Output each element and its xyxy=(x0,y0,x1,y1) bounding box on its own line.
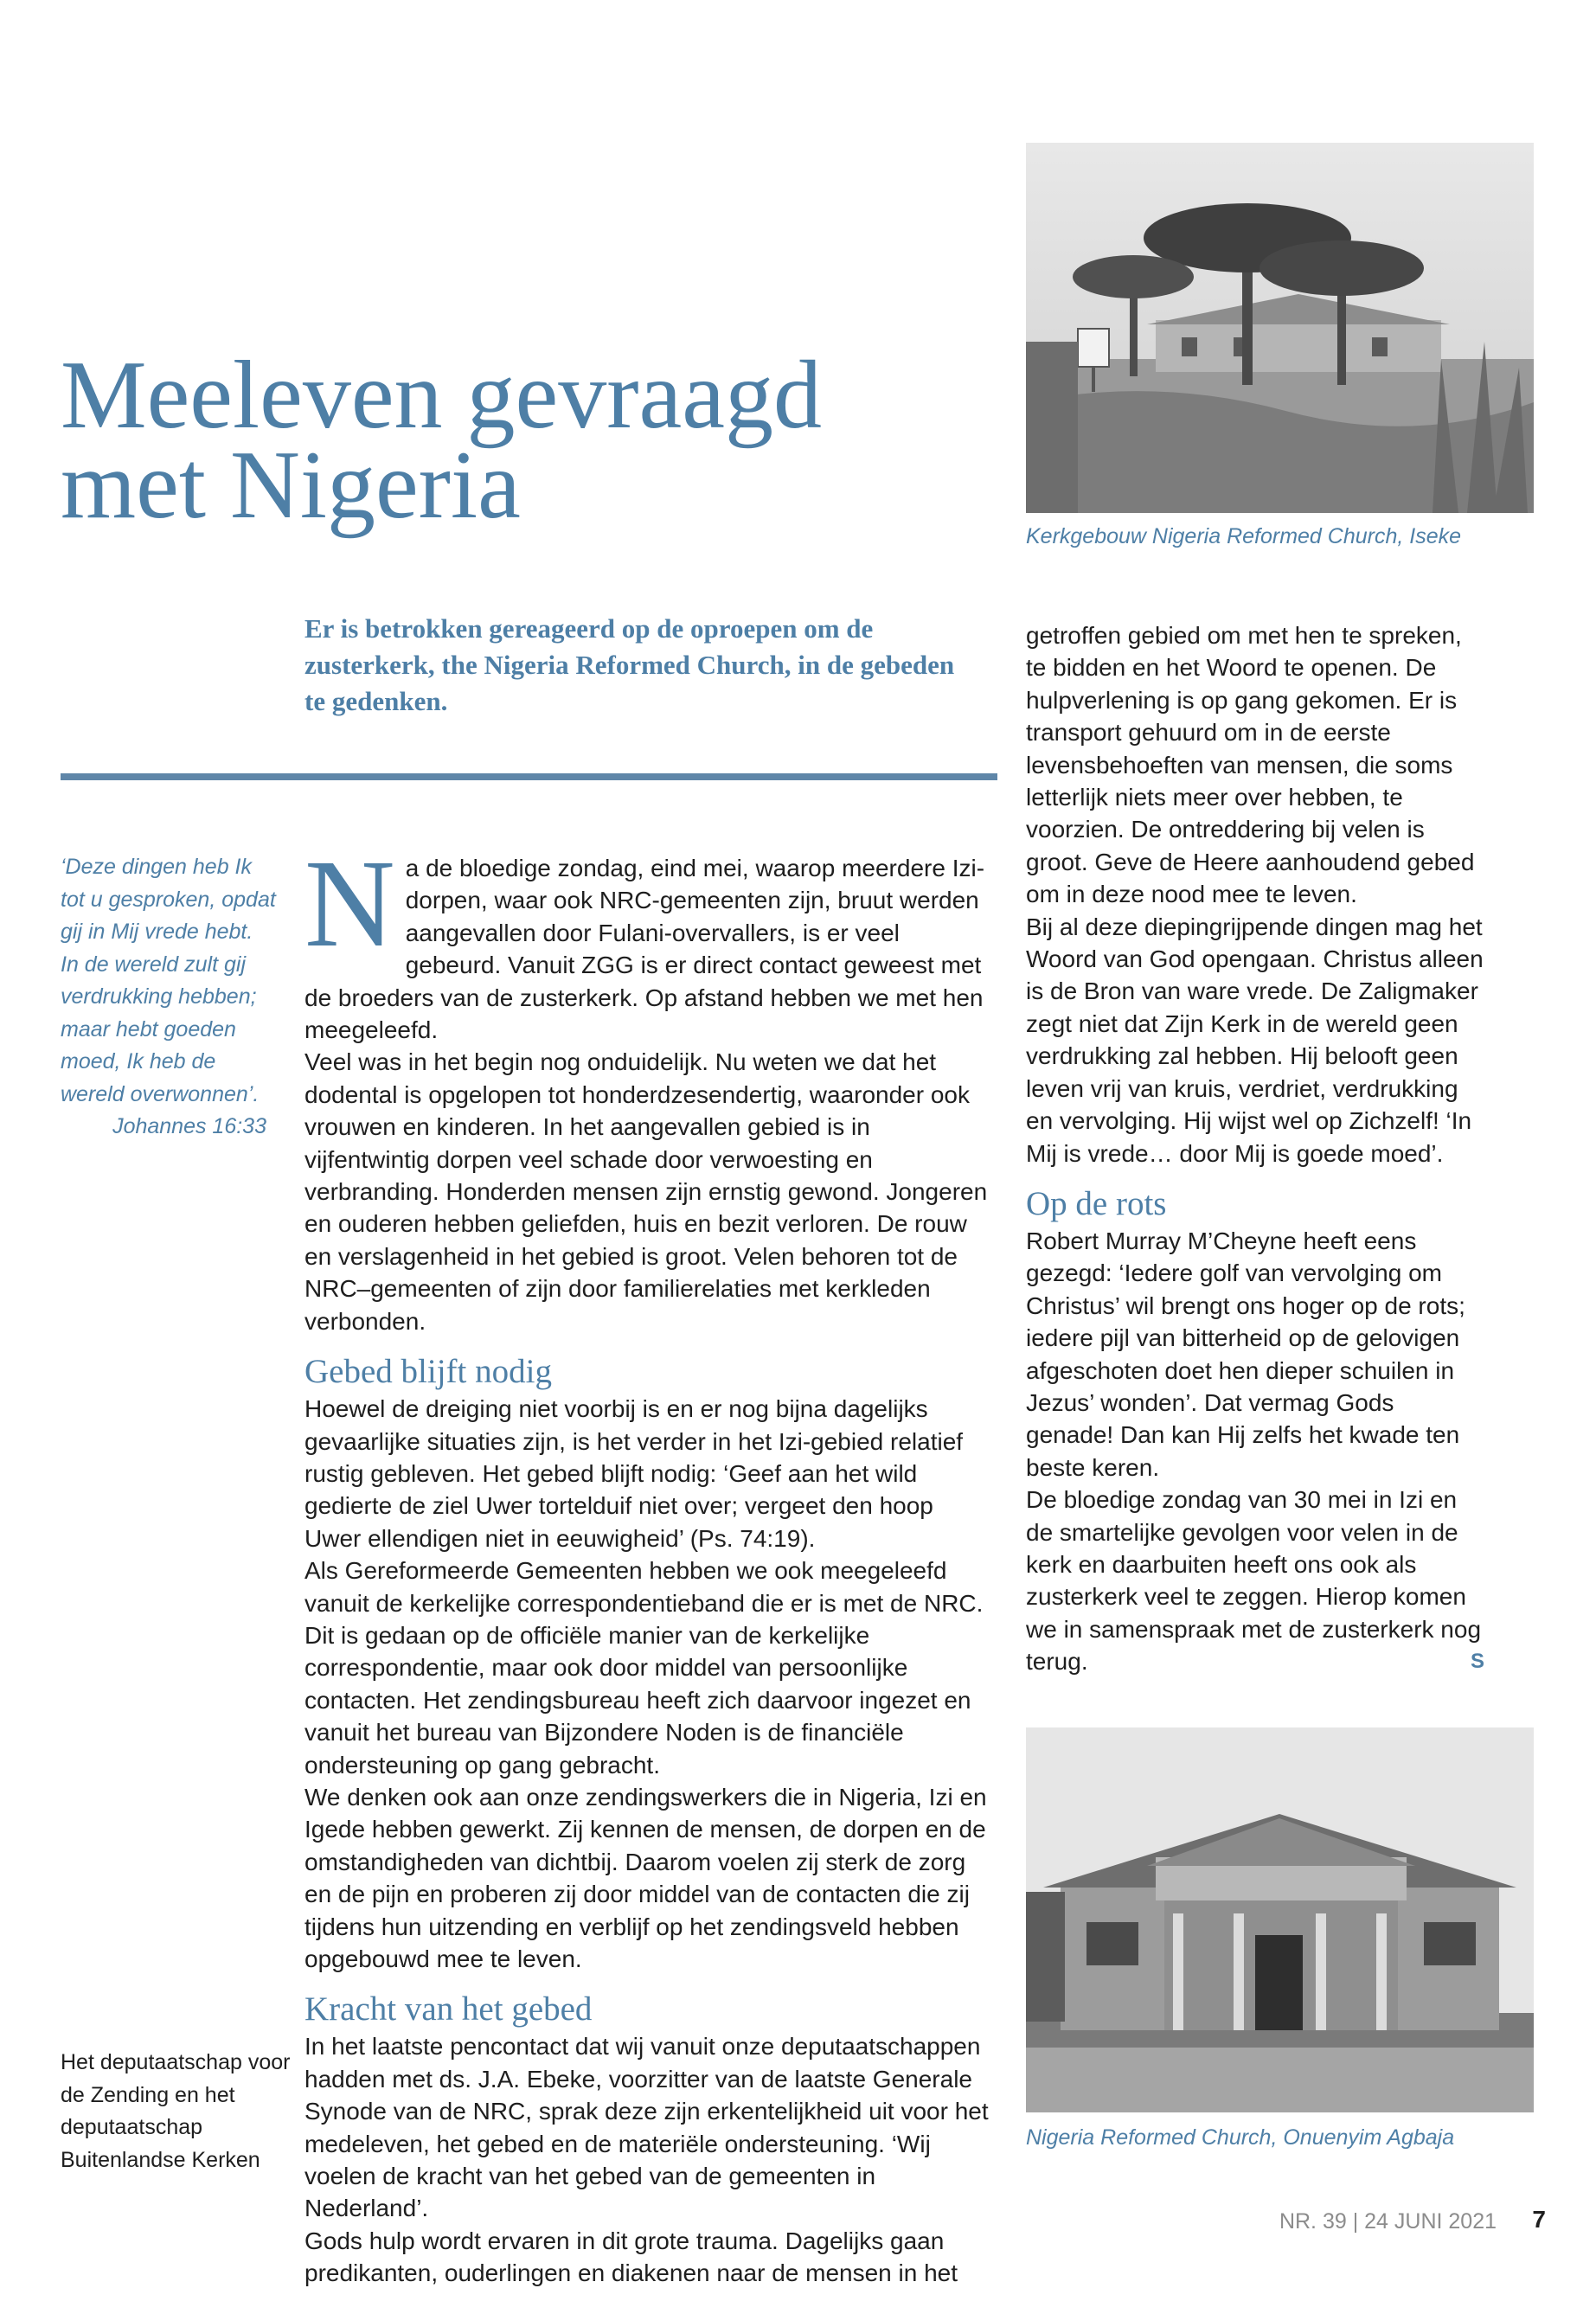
church-building-image xyxy=(1026,1727,1534,2112)
drop-cap: N xyxy=(304,835,395,973)
top-photo-caption: Kerkgebouw Nigeria Reformed Church, Iseke xyxy=(1026,524,1462,548)
quote-reference: Johannes 16:33 xyxy=(112,1114,266,1138)
paragraph: We denken ook aan onze zendingswerkers die in Nigeria, Izi en Igede hebben gewerkt. Zij kennen de mensen, de dorpen en de omstandigheden van dichtbij. Daarom voelen zij sterk de zorg en de pijn en proberen zij door middel van de contacten die zij tijdens hun uitzending en verblijf op het zendingsveld hebben opgebouwd mee te leven. xyxy=(304,1783,987,1972)
section-divider xyxy=(61,773,997,780)
bottom-photo-caption: Nigeria Reformed Church, Onuenyim Agbaja xyxy=(1026,2125,1455,2150)
paragraph: Bij al deze diepingrijpende dingen mag het Woord van God opengaan. Christus alleen is de Bron van ware vrede. De Zaligmaker zegt niet dat Zijn Kerk in de wereld geen verdrukking zal hebben. Hij belooft geen leven vrij van kruis, verdriet, verdrukking en vervolging. Hij wijst wel op Zichzelf! ‘In Mij is vrede… door Mij is goede moed’. xyxy=(1026,913,1484,1167)
paragraph: In het laatste pencontact dat wij vanuit onze deputaatschappen hadden met ds. J.A. Ebeke, voorzitter van de laatste Generale Synode van de NRC, sprak deze zijn erkentelijkheid uit voor het medeleven, het gebed en de materiële ondersteuning. ‘Wij voelen de kracht van het gebed van de gemeenten in Nederland’. xyxy=(304,2033,989,2222)
intro-text: a de bloedige zondag, eind mei, waarop meerdere Izi-dorpen, waar ook NRC-gemeenten zijn, bruut werden aangevallen door Fulani-overvallers, is er veel gebeurd. Vanuit ZGG is er direct contact geweest met de broeders van de zusterkerk. Op afstand hebben we met hen meegeleefd. xyxy=(304,855,985,1044)
title-line-1: Meeleven gevraagd xyxy=(61,342,822,449)
bible-quote xyxy=(61,851,277,1144)
title-line-2: met Nigeria xyxy=(61,432,521,539)
quote-text: ‘Deze dingen heb Ik tot u gesproken, opdat gij in Mij vrede hebt. In de wereld zult gij verdrukking hebben; maar hebt goeden moed, Ik heb de wereld overwonnen’. xyxy=(61,855,276,1106)
paragraph: Hoewel de dreiging niet voorbij is en er nog bijna dagelijks gevaarlijke situaties zijn, is het verder in het Izi-gebied relatief rustig gebleven. Het gebed blijft nodig: ‘Geef aan het wild gedierte de ziel Uwer tortelduif niet over; vergeet den hoop Uwer ellendigen niet in eeuwigheid’ (Ps. 74:19). xyxy=(304,1395,964,1552)
end-mark-icon: S xyxy=(1470,1650,1484,1674)
final-text: De bloedige zondag van 30 mei in Izi en de smartelijke gevolgen voor velen in de kerk en daarbuiten heeft ons ook als zusterkerk veel te zeggen. Hierop komen we in samenspraak met de zusterkerk nog terug. xyxy=(1026,1486,1482,1676)
paragraph: Robert Murray M’Cheyne heeft eens gezegd: ‘Iedere golf van vervolging om Christus’ wil brengt ons hoger op de rots; iedere pijl van bitterheid op de gelovigen afgeschoten doet hen dieper schuilen in Jezus’ wonden’. Dat vermag Gods genade! Dan kan Hij zelfs het kwade ten beste keren. xyxy=(1026,1227,1465,1481)
author-note: Het deputaatschap voor de Zending en het deputaatschap Buitenlandse Kerken xyxy=(61,2050,291,2172)
article-column-1 xyxy=(304,835,992,2290)
photo-church-onuenyim-agbaja xyxy=(1026,1727,1534,2112)
article-title xyxy=(61,342,969,539)
paragraph: Gods hulp wordt ervaren in dit grote trauma. Dagelijks gaan predikanten, ouderlingen en diakenen naar de mensen in het xyxy=(304,2227,958,2287)
issue-info: NR. 39 | 24 JUNI 2021 xyxy=(1279,2209,1497,2234)
palm-trees-church-image xyxy=(1026,143,1534,513)
page-number: 7 xyxy=(1532,2206,1546,2233)
article-column-2 xyxy=(1026,619,1484,1678)
article-lead: Er is betrokken gereageerd op de oproepen om de zusterkerk, the Nigeria Reformed Church, in de gebeden te gedenken. xyxy=(304,613,955,716)
subheading-gebed-blijft-nodig: Gebed blijft nodig xyxy=(304,1353,552,1391)
paragraph: Veel was in het begin nog onduidelijk. Nu weten we dat het dodental is opgelopen tot honderdzesendertig, waaronder ook vrouwen en kinderen. In het aangevallen gebied is in vijfentwintig dorpen veel schade door verwoesting en verbranding. Honderden mensen zijn ernstig gewond. Jongeren en ouderen hebben geliefden, huis en bezit verloren. De rouw en verslagenheid in het gebied is groot. Velen behoren tot de NRC–gemeenten of zijn door familierelaties met kerkleden verbonden. xyxy=(304,1048,988,1335)
paragraph-intro xyxy=(304,835,992,1046)
subheading-op-de-rots: Op de rots xyxy=(1026,1184,1167,1222)
paragraph: Als Gereformeerde Gemeenten hebben we ook meegeleefd vanuit de kerkelijke correspondentieband die er is met de NRC. Dit is gedaan op de officiële manier van de kerkelijke correspondentie, maar ook door middel van persoonlijke contacten. Het zendingsbureau heeft zich daarvoor ingezet en vanuit het bureau van Bijzondere Noden is de financiële ondersteuning op gang gebracht. xyxy=(304,1557,984,1779)
subheading-kracht-van-het-gebed: Kracht van het gebed xyxy=(304,1990,593,2029)
photo-church-iseke xyxy=(1026,143,1534,513)
paragraph-final xyxy=(1026,1484,1484,1677)
paragraph: getroffen gebied om met hen te spreken, te bidden en het Woord te openen. De hulpverlening is op gang gekomen. Er is transport gehuurd om in de eerste levensbehoeften van mensen, die soms letterlijk niets meer over hebben, te voorzien. De ontreddering bij velen is groot. Geve de Heere aanhoudend gebed om in deze nood mee te leven. xyxy=(1026,622,1475,908)
